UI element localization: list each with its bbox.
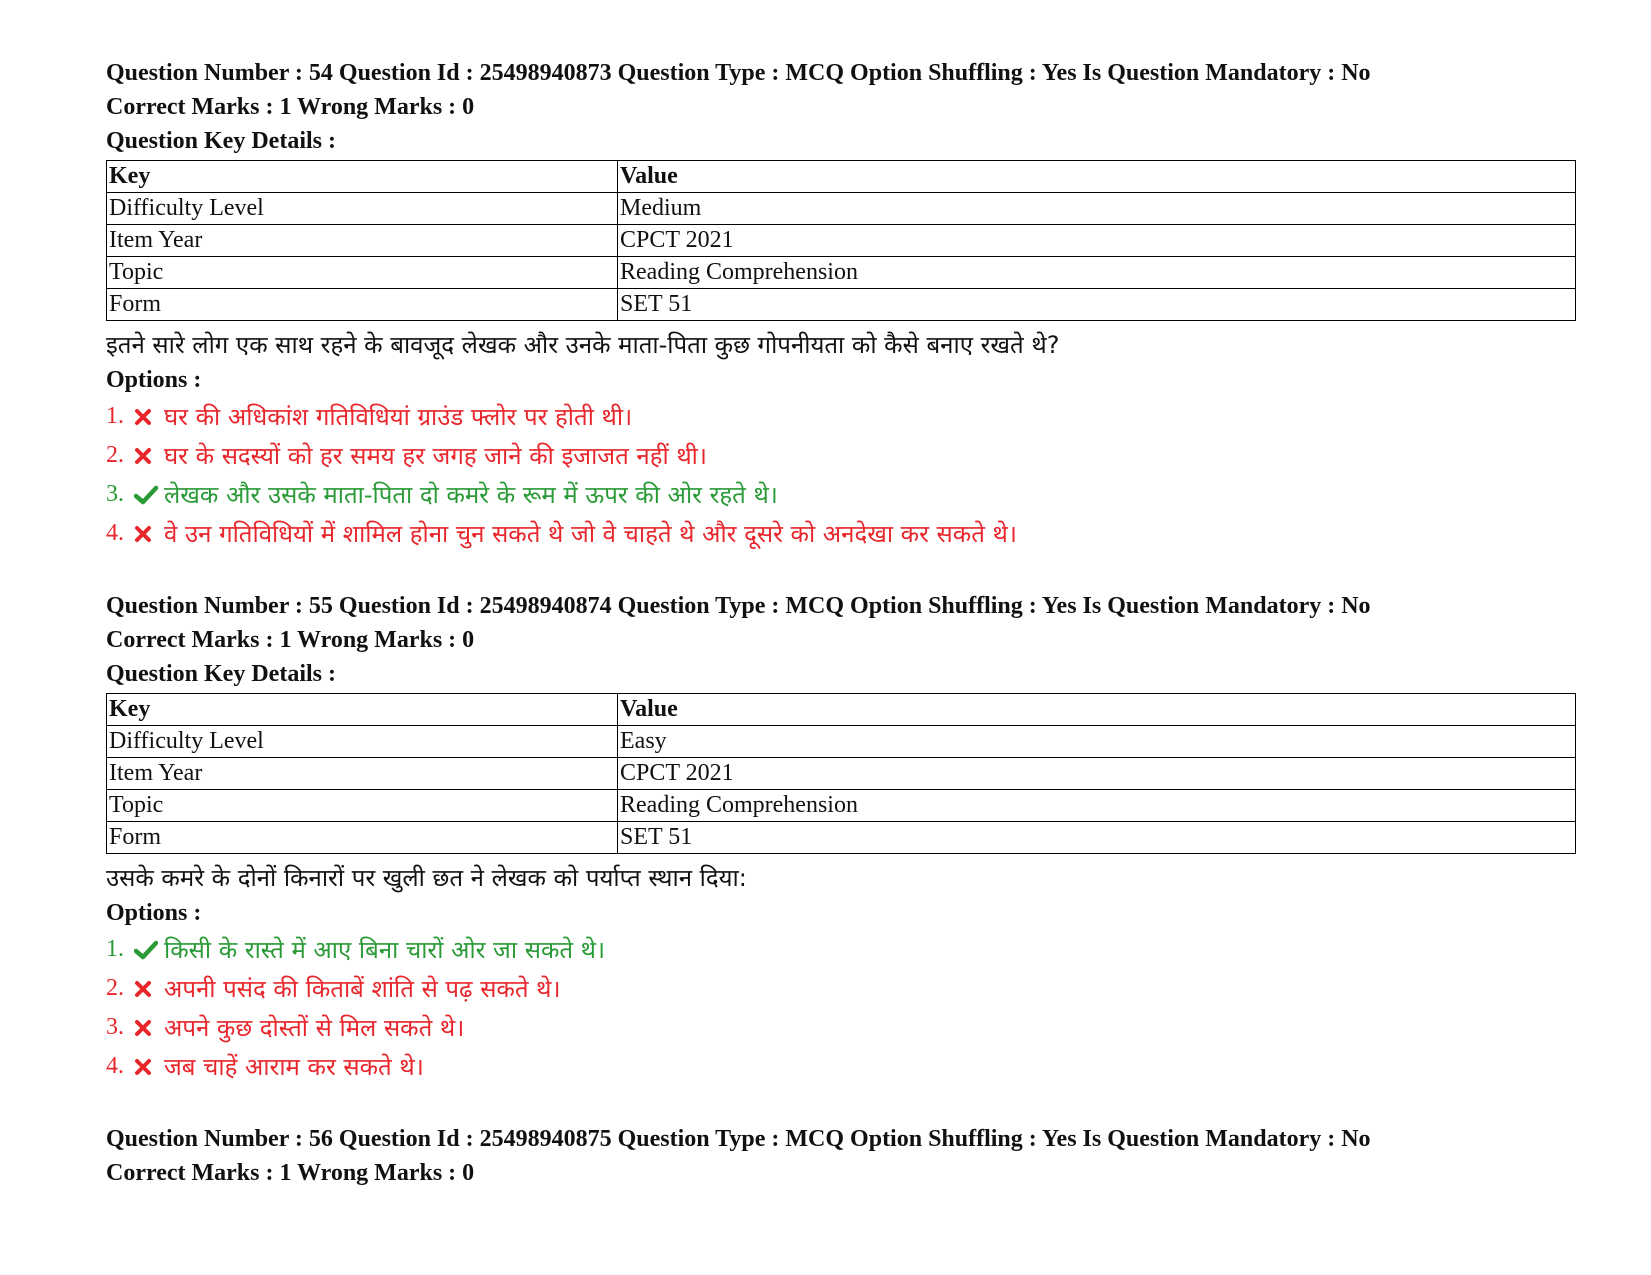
table-header-row bbox=[107, 694, 1576, 726]
option-number: 1. bbox=[106, 936, 124, 962]
question-key-table bbox=[106, 160, 1576, 321]
check-icon bbox=[134, 940, 164, 960]
table-row bbox=[107, 726, 1576, 758]
option-item bbox=[106, 930, 1576, 969]
option-item bbox=[106, 1008, 1576, 1047]
option-text: वे उन गतिविधियों में शामिल होना चुन सकते थे जो वे चाहते थे और दूसरे को अनदेखा कर सकते थे। bbox=[164, 520, 1017, 548]
table-cell-key: Form bbox=[107, 822, 618, 854]
option-text: लेखक और उसके माता-पिता दो कमरे के रूम में ऊपर की ओर रहते थे। bbox=[164, 481, 778, 509]
options-label: Options : bbox=[106, 900, 202, 926]
option-item bbox=[106, 397, 1576, 436]
option-number: 4. bbox=[106, 1053, 124, 1079]
option-text: घर की अधिकांश गतिविधियां ग्राउंड फ्लोर पर होती थी। bbox=[164, 403, 633, 431]
option-item bbox=[106, 969, 1576, 1008]
question-text: उसके कमरे के दोनों किनारों पर खुली छत ने लेखक को पर्याप्त स्थान दिया: bbox=[106, 864, 747, 892]
table-cell-value: SET 51 bbox=[618, 289, 1576, 321]
check-icon bbox=[134, 485, 164, 505]
table-cell-key: Item Year bbox=[107, 758, 618, 790]
table-cell-key: Topic bbox=[107, 257, 618, 289]
option-text: जब चाहें आराम कर सकते थे। bbox=[164, 1053, 424, 1081]
table-row bbox=[107, 225, 1576, 257]
table-header-row bbox=[107, 161, 1576, 193]
option-number: 3. bbox=[106, 1014, 124, 1040]
cross-icon bbox=[134, 525, 164, 543]
table-header-value: Value bbox=[618, 694, 1576, 726]
question-marks: Correct Marks : 1 Wrong Marks : 0 bbox=[106, 94, 475, 120]
option-item bbox=[106, 436, 1576, 475]
question-key-details-label: Question Key Details : bbox=[106, 128, 336, 154]
option-number: 4. bbox=[106, 520, 124, 546]
table-cell-value: Reading Comprehension bbox=[618, 257, 1576, 289]
table-cell-value: CPCT 2021 bbox=[618, 758, 1576, 790]
table-cell-value: Medium bbox=[618, 193, 1576, 225]
cross-icon bbox=[134, 447, 164, 465]
table-cell-key: Form bbox=[107, 289, 618, 321]
option-text: अपनी पसंद की किताबें शांति से पढ़ सकते थे। bbox=[164, 975, 561, 1003]
table-cell-value: SET 51 bbox=[618, 822, 1576, 854]
table-cell-key: Item Year bbox=[107, 225, 618, 257]
cross-icon bbox=[134, 408, 164, 426]
table-row bbox=[107, 822, 1576, 854]
table-row bbox=[107, 193, 1576, 225]
table-row bbox=[107, 790, 1576, 822]
option-item bbox=[106, 1047, 1576, 1086]
question-marks: Correct Marks : 1 Wrong Marks : 0 bbox=[106, 1160, 475, 1186]
table-header-value: Value bbox=[618, 161, 1576, 193]
question-text: इतने सारे लोग एक साथ रहने के बावजूद लेखक और उनके माता-पिता कुछ गोपनीयता को कैसे बनाए रखते थे? bbox=[106, 331, 1060, 359]
table-header-key: Key bbox=[107, 694, 618, 726]
table-header-key: Key bbox=[107, 161, 618, 193]
table-cell-value: CPCT 2021 bbox=[618, 225, 1576, 257]
option-text: अपने कुछ दोस्तों से मिल सकते थे। bbox=[164, 1014, 465, 1042]
options-label: Options : bbox=[106, 367, 202, 393]
option-item bbox=[106, 514, 1576, 553]
question-key-table bbox=[106, 693, 1576, 854]
table-row bbox=[107, 257, 1576, 289]
table-cell-value: Easy bbox=[618, 726, 1576, 758]
question-block-54 bbox=[106, 56, 1576, 553]
cross-icon bbox=[134, 1019, 164, 1037]
question-header: Question Number : 56 Question Id : 25498940875 Question Type : MCQ Option Shuffling : Yes Is Question Mandatory : No bbox=[106, 1126, 1371, 1152]
option-number: 1. bbox=[106, 403, 124, 429]
option-text: किसी के रास्ते में आए बिना चारों ओर जा सकते थे। bbox=[164, 936, 606, 964]
question-block-56 bbox=[106, 1122, 1576, 1190]
question-block-55 bbox=[106, 589, 1576, 1086]
table-cell-key: Difficulty Level bbox=[107, 193, 618, 225]
question-header: Question Number : 54 Question Id : 25498940873 Question Type : MCQ Option Shuffling : Yes Is Question Mandatory : No bbox=[106, 60, 1371, 86]
cross-icon bbox=[134, 980, 164, 998]
option-number: 2. bbox=[106, 975, 124, 1001]
question-header: Question Number : 55 Question Id : 25498940874 Question Type : MCQ Option Shuffling : Yes Is Question Mandatory : No bbox=[106, 593, 1371, 619]
option-text: घर के सदस्यों को हर समय हर जगह जाने की इजाजत नहीं थी। bbox=[164, 442, 707, 470]
option-item bbox=[106, 475, 1576, 514]
table-row bbox=[107, 289, 1576, 321]
question-key-details-label: Question Key Details : bbox=[106, 661, 336, 687]
table-cell-value: Reading Comprehension bbox=[618, 790, 1576, 822]
table-row bbox=[107, 758, 1576, 790]
question-paper-page bbox=[106, 56, 1576, 1226]
question-marks: Correct Marks : 1 Wrong Marks : 0 bbox=[106, 627, 475, 653]
option-number: 2. bbox=[106, 442, 124, 468]
cross-icon bbox=[134, 1058, 164, 1076]
option-number: 3. bbox=[106, 481, 124, 507]
table-cell-key: Difficulty Level bbox=[107, 726, 618, 758]
table-cell-key: Topic bbox=[107, 790, 618, 822]
